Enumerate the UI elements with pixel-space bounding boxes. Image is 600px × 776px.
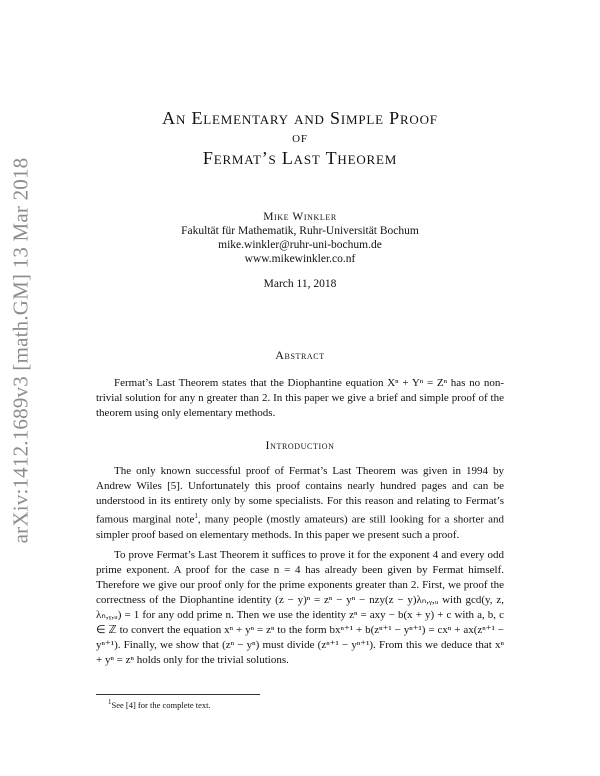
paper-date: March 11, 2018 bbox=[263, 278, 337, 290]
title-line-1: An Elementary and Simple Proof bbox=[162, 108, 438, 128]
introduction-paragraph-1 bbox=[96, 464, 504, 543]
footnote-divider bbox=[96, 694, 260, 695]
author-name: Mike Winkler bbox=[263, 211, 337, 223]
footnote-mark: 1 bbox=[108, 698, 112, 706]
title-line-2: of bbox=[292, 130, 308, 146]
footnote bbox=[108, 698, 211, 710]
abstract-text: Fermat’s Last Theorem states that the Diophantine equation Xⁿ + Yⁿ = Zⁿ has no non-trivial solution for any n greater than 2. In this paper we give a brief and simple proof of the theorem using only elementary methods. bbox=[96, 377, 504, 419]
author-block bbox=[96, 210, 504, 266]
introduction-heading: Introduction bbox=[265, 438, 335, 452]
abstract-heading: Abstract bbox=[275, 348, 325, 362]
introduction-paragraph-2: To prove Fermat’s Last Theorem it suffices to prove it for the exponent 4 and every odd prime exponent. A proof for the case n = 4 has already been given by Fermat himself. Therefore we give our proof only for the prime exponents greater than 2. First, we proof the correctness of the Diophantine identity (z − y)ⁿ = zⁿ − yⁿ − nzy(z − y)λₙ,ᵧ,ᵤ with gcd(y, z, λₙ,ᵧ,ᵤ) = 1 for any odd prime n. Then we use the identity zⁿ = axy − b(x + y) + c with a, b, c ∈ ℤ to convert the equation xⁿ + yⁿ = zⁿ to the form bxⁿ⁺¹ + b(zⁿ⁺¹ − yⁿ⁺¹) = cxⁿ + ax(zⁿ⁺¹ − yⁿ⁺¹). Finally, we show that (zⁿ − yⁿ) must divide (zⁿ⁺¹ − yⁿ⁺¹). From this we deduce that xⁿ + yⁿ = zⁿ holds only for the trivial solutions. bbox=[96, 549, 504, 666]
author-email: mike.winkler@ruhr-uni-bochum.de bbox=[218, 239, 382, 251]
arxiv-sidebar-stamp bbox=[6, 157, 36, 543]
footnote-text: See [4] for the complete text. bbox=[111, 699, 211, 710]
author-website: www.mikewinkler.co.nf bbox=[244, 253, 356, 265]
title-line-3: Fermat’s Last Theorem bbox=[202, 148, 398, 168]
arxiv-id-text: arXiv:1412.1689v3 [math.GM] 13 Mar 2018 bbox=[8, 157, 33, 543]
intro-p1-text-b: , many people (mostly amateurs) are still looking for a shorter and simpler proof based on elementary methods. In this paper we present such a proof. bbox=[96, 513, 504, 541]
footnote-ref: 1 bbox=[194, 512, 198, 520]
intro-p1-text-a: The only known successful proof of Fermat’s Last Theorem was given in 1994 by Andrew Wiles [5]. Unfortunately this proof contains nearly hundred pages and can be understood in its entirety only by some specialists. For this reason and relating to Fermat’s famous marginal note bbox=[96, 465, 504, 526]
author-affiliation: Fakultät für Mathematik, Ruhr-Universität Bochum bbox=[181, 225, 419, 237]
